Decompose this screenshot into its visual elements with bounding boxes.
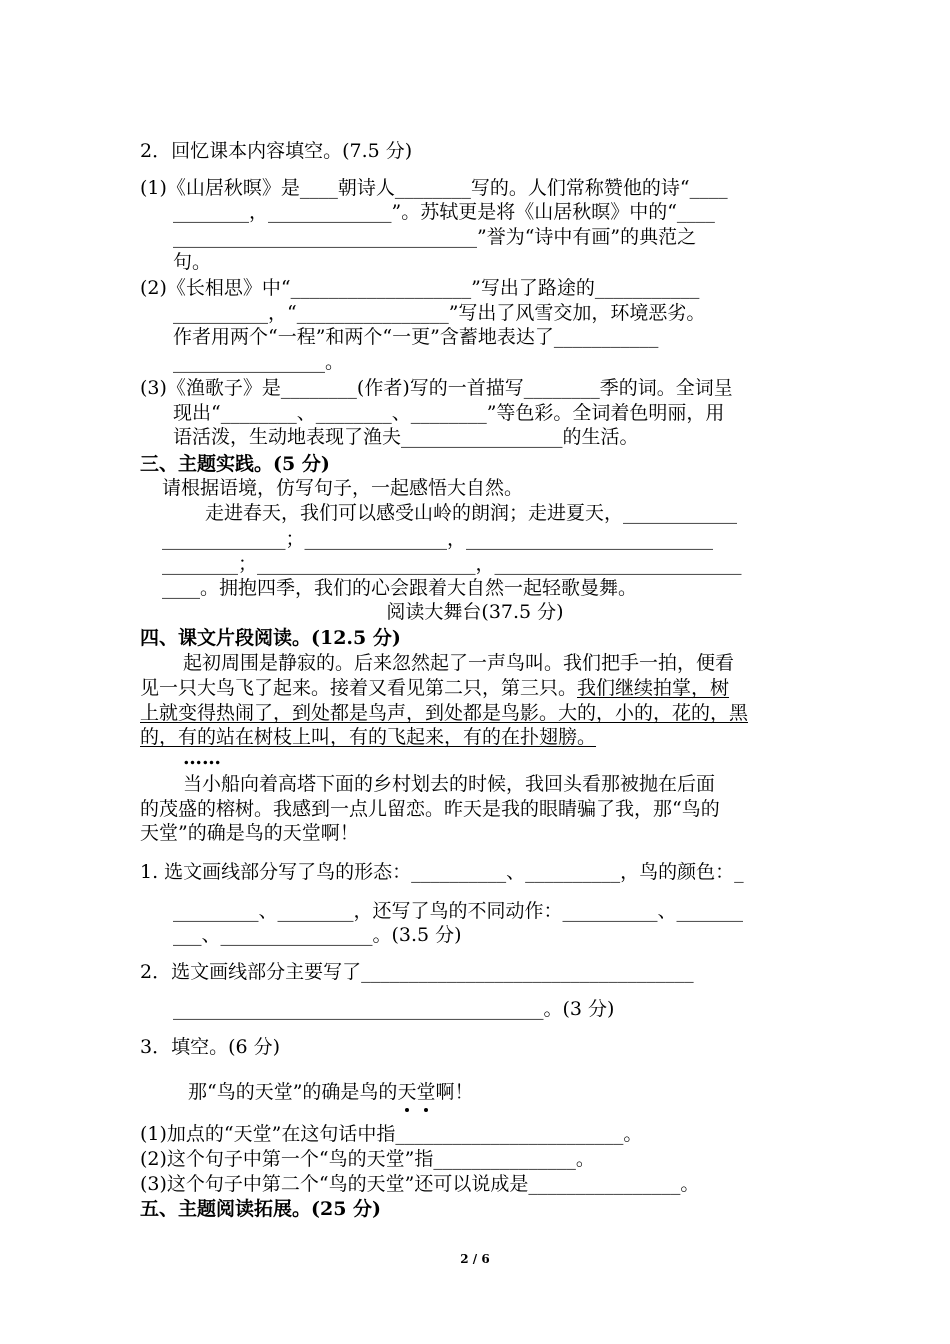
passage-line: 天堂”的确是鸟的天堂啊！ [140, 822, 359, 844]
q2-line: ________，_____________”。苏轼更是将《山居秋暝》中的“____ [173, 201, 715, 223]
section-3-title: 三、主题实践。(5 分) [140, 453, 330, 475]
q2-title: 2．回忆课本内容填空。(7.5 分) [140, 140, 413, 162]
question-3-title: 3．填空。(6 分) [140, 1036, 281, 1058]
q2-line: 现出“________、________、________”等色彩。全词着色明丽，用 [173, 402, 725, 424]
q2-line: ________________________________”誉为“诗中有画”的典范之 [173, 226, 697, 248]
underlined-passage-line: 的，有的站在树枝上叫，有的飞起来，有的在扑翅膀。 [140, 726, 597, 748]
question-3-item: (1)加点的“天堂”在这句话中指________________________。 [140, 1123, 643, 1145]
question-3-item: (3)这个句子中第二个“鸟的天堂”还可以说成是________________。 [140, 1173, 700, 1195]
q2-line: 语活泼，生动地表现了渔夫_________________的生活。 [173, 426, 639, 448]
section-4-title: 四、课文片段阅读。(12.5 分) [140, 627, 401, 649]
underlined-passage-line: 上就变得热闹了，到处都是鸟声，到处都是鸟影。大的，小的，花的，黑 [140, 702, 749, 724]
section-5-title: 五、主题阅读拓展。(25 分) [140, 1198, 382, 1220]
ellipsis: …… [183, 747, 221, 769]
quote-text: 那“鸟的天堂”的确是鸟的 [188, 1081, 398, 1103]
section-3-line: ________；_______________________，__________________________ [162, 553, 742, 575]
dotted-char: 天 [397, 1081, 417, 1103]
quote-text: 啊！ [435, 1081, 474, 1103]
question-2-line: 2．选文画线部分主要写了___________________________________ [140, 961, 694, 983]
q2-line: 句。 [173, 251, 212, 273]
question-1-line: 1. 选文画线部分写了鸟的形态：__________、__________，鸟的颜色：_ [140, 861, 744, 883]
underlined-text: 我们继续拍掌，树 [577, 677, 730, 699]
question-1-line: ___、________________。(3.5 分) [173, 924, 462, 946]
question-1-line: _________、________，还写了鸟的不同动作：__________、_______ [173, 900, 744, 922]
passage-text: 见一只大鸟飞了起来。接着又看见第二只，第三只。 [140, 677, 578, 699]
q2-line: (1)《山居秋暝》是____朝诗人________写的。人们常称赞他的诗“____ [140, 177, 728, 199]
quoted-sentence [188, 1080, 473, 1104]
q2-line: 作者用两个“一程”和两个“一更”含蓄地表达了___________ [173, 326, 659, 348]
reading-section-title: 阅读大舞台(37.5 分) [386, 601, 564, 623]
q2-line: (3)《渔歌子》是________(作者)写的一首描写________季的词。全词呈 [140, 377, 733, 399]
section-3-line: _____________；_______________，__________________________ [162, 528, 714, 550]
passage-line: 当小船向着高塔下面的乡村划去的时候，我回头看那被抛在后面 [183, 773, 716, 795]
passage-line: 的茂盛的榕树。我感到一点儿留恋。昨天是我的眼睛骗了我，那“鸟的 [140, 798, 720, 820]
page-number: 2 / 6 [460, 1252, 490, 1266]
q2-line: ________________。 [173, 351, 345, 373]
passage-line: 起初周围是静寂的。后来忽然起了一声鸟叫。我们把手一拍，便看 [183, 652, 735, 674]
section-3-line: 走进春天，我们可以感受山岭的朗润；走进夏天，____________ [205, 502, 738, 524]
question-3-item: (2)这个句子中第一个“鸟的天堂”指_______________。 [140, 1148, 595, 1170]
dotted-char: 堂 [416, 1081, 436, 1103]
q2-line: __________，“________________”写出了风雪交加，环境恶劣。 [173, 302, 706, 324]
section-3-instruction: 请根据语境，仿写句子，一起感悟大自然。 [162, 477, 524, 499]
section-3-line: ____。拥抱四季，我们的心会跟着大自然一起轻歌曼舞。 [162, 577, 638, 599]
q2-line: (2)《长相思》中“___________________”写出了路途的___________ [140, 277, 700, 299]
question-2-line: _______________________________________。(3 分) [173, 998, 615, 1020]
passage-line [140, 676, 729, 700]
